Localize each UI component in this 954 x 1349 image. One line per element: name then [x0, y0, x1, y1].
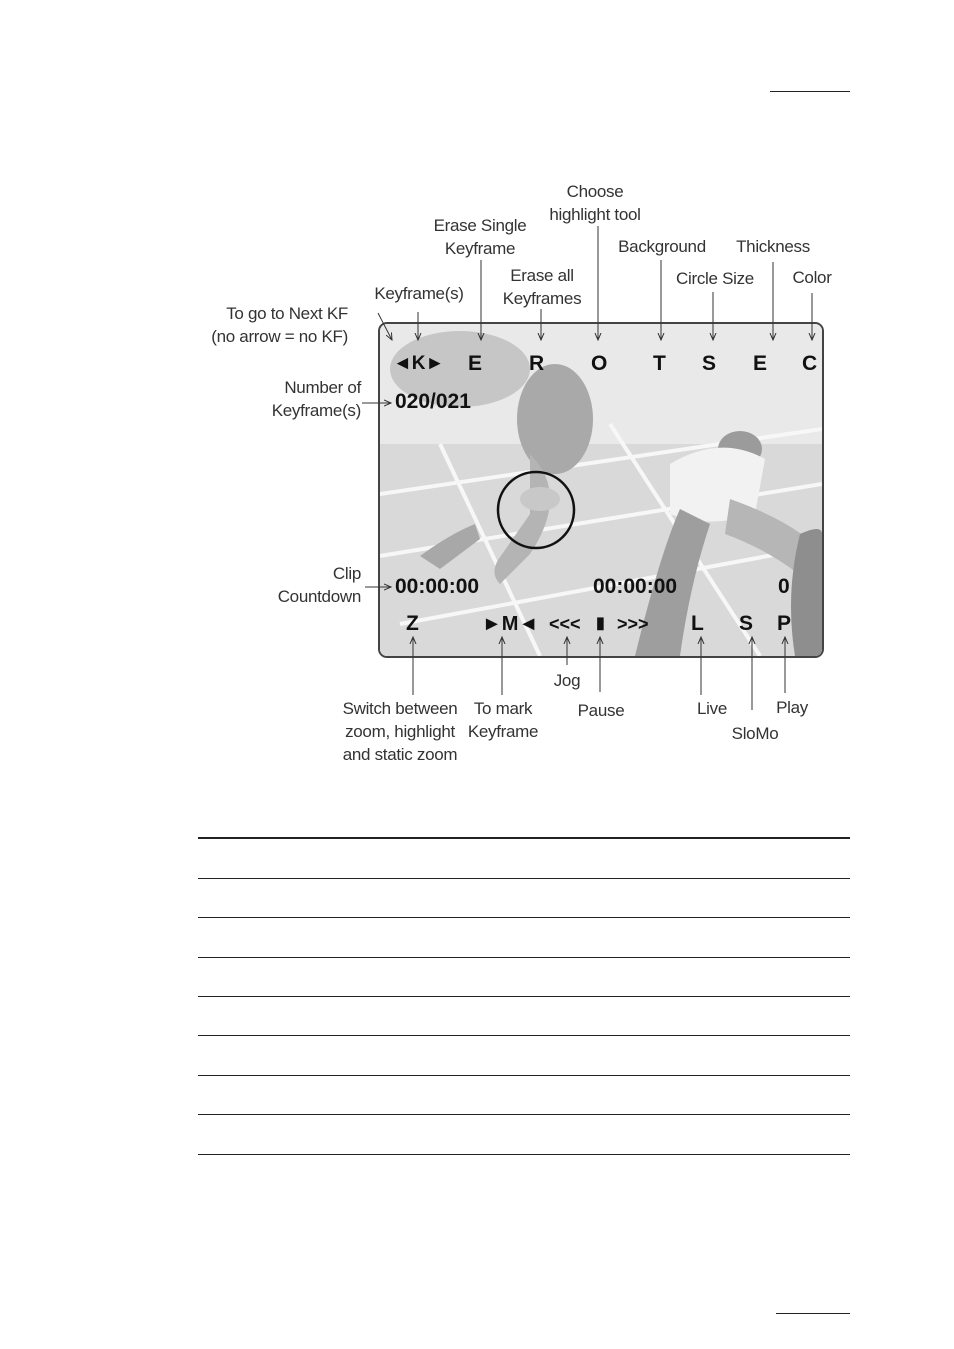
callout-circle-size: Circle Size	[676, 269, 754, 288]
callout-erase-all: Erase all Keyframes	[502, 266, 582, 308]
table-row-rule	[198, 1114, 850, 1115]
thickness-key[interactable]: E	[753, 352, 768, 375]
callout-pause: Pause	[577, 701, 625, 720]
slomo-key[interactable]: S	[739, 612, 754, 635]
callout-background: Background	[618, 237, 706, 256]
callout-number-kf: Number of Keyframe(s)	[271, 378, 361, 420]
keyframe-arrows-indicator: ◄K►	[393, 353, 445, 374]
callout-live: Live	[697, 699, 727, 718]
callout-next-kf: To go to Next KF (no arrow = no KF)	[211, 304, 348, 346]
table-row-rule	[198, 957, 850, 958]
callout-erase-single: Erase Single Keyframe	[433, 216, 527, 258]
mark-keyframe-key[interactable]: ►M◄	[482, 613, 539, 635]
timecode-left: 00:00:00	[395, 575, 480, 598]
play-key[interactable]: P	[777, 612, 792, 635]
table-row-rule	[198, 996, 850, 997]
table-row-rule	[198, 1075, 850, 1076]
color-key[interactable]: C	[802, 352, 818, 375]
background-key[interactable]: T	[653, 352, 666, 375]
counter-value: 0	[778, 575, 790, 598]
keyframe-count: 020/021	[395, 390, 471, 413]
zoom-switch-key[interactable]: Z	[406, 612, 419, 635]
callout-thickness: Thickness	[736, 237, 810, 256]
jog-back-key[interactable]: <<<	[549, 614, 581, 634]
erase-single-key[interactable]: E	[468, 352, 483, 375]
highlight-tool-key[interactable]: O	[591, 352, 608, 375]
erase-all-key[interactable]: R	[529, 352, 545, 375]
callout-clip-countdown: Clip Countdown	[277, 564, 361, 606]
table-row-rule	[198, 1035, 850, 1036]
table-row-rule	[198, 917, 850, 918]
callout-switch-zoom: Switch between zoom, highlight and static zoom	[342, 699, 458, 764]
callout-color: Color	[792, 268, 832, 287]
pause-key[interactable]: ▮	[596, 615, 605, 632]
jog-forward-key[interactable]: >>>	[617, 614, 649, 634]
table-bottom-rule	[198, 1154, 850, 1155]
callout-play: Play	[776, 698, 808, 717]
table-top-rule	[198, 837, 850, 839]
callout-slomo: SloMo	[731, 724, 779, 743]
callout-choose-tool: Choose highlight tool	[549, 182, 641, 224]
callout-jog: Jog	[553, 671, 581, 690]
table-row-rule	[198, 878, 850, 879]
callout-keyframes: Keyframe(s)	[374, 284, 464, 303]
circle-size-key[interactable]: S	[702, 352, 717, 375]
live-key[interactable]: L	[691, 612, 704, 635]
callout-mark-kf: To mark Keyframe	[467, 699, 539, 741]
timecode-right: 00:00:00	[593, 575, 678, 598]
